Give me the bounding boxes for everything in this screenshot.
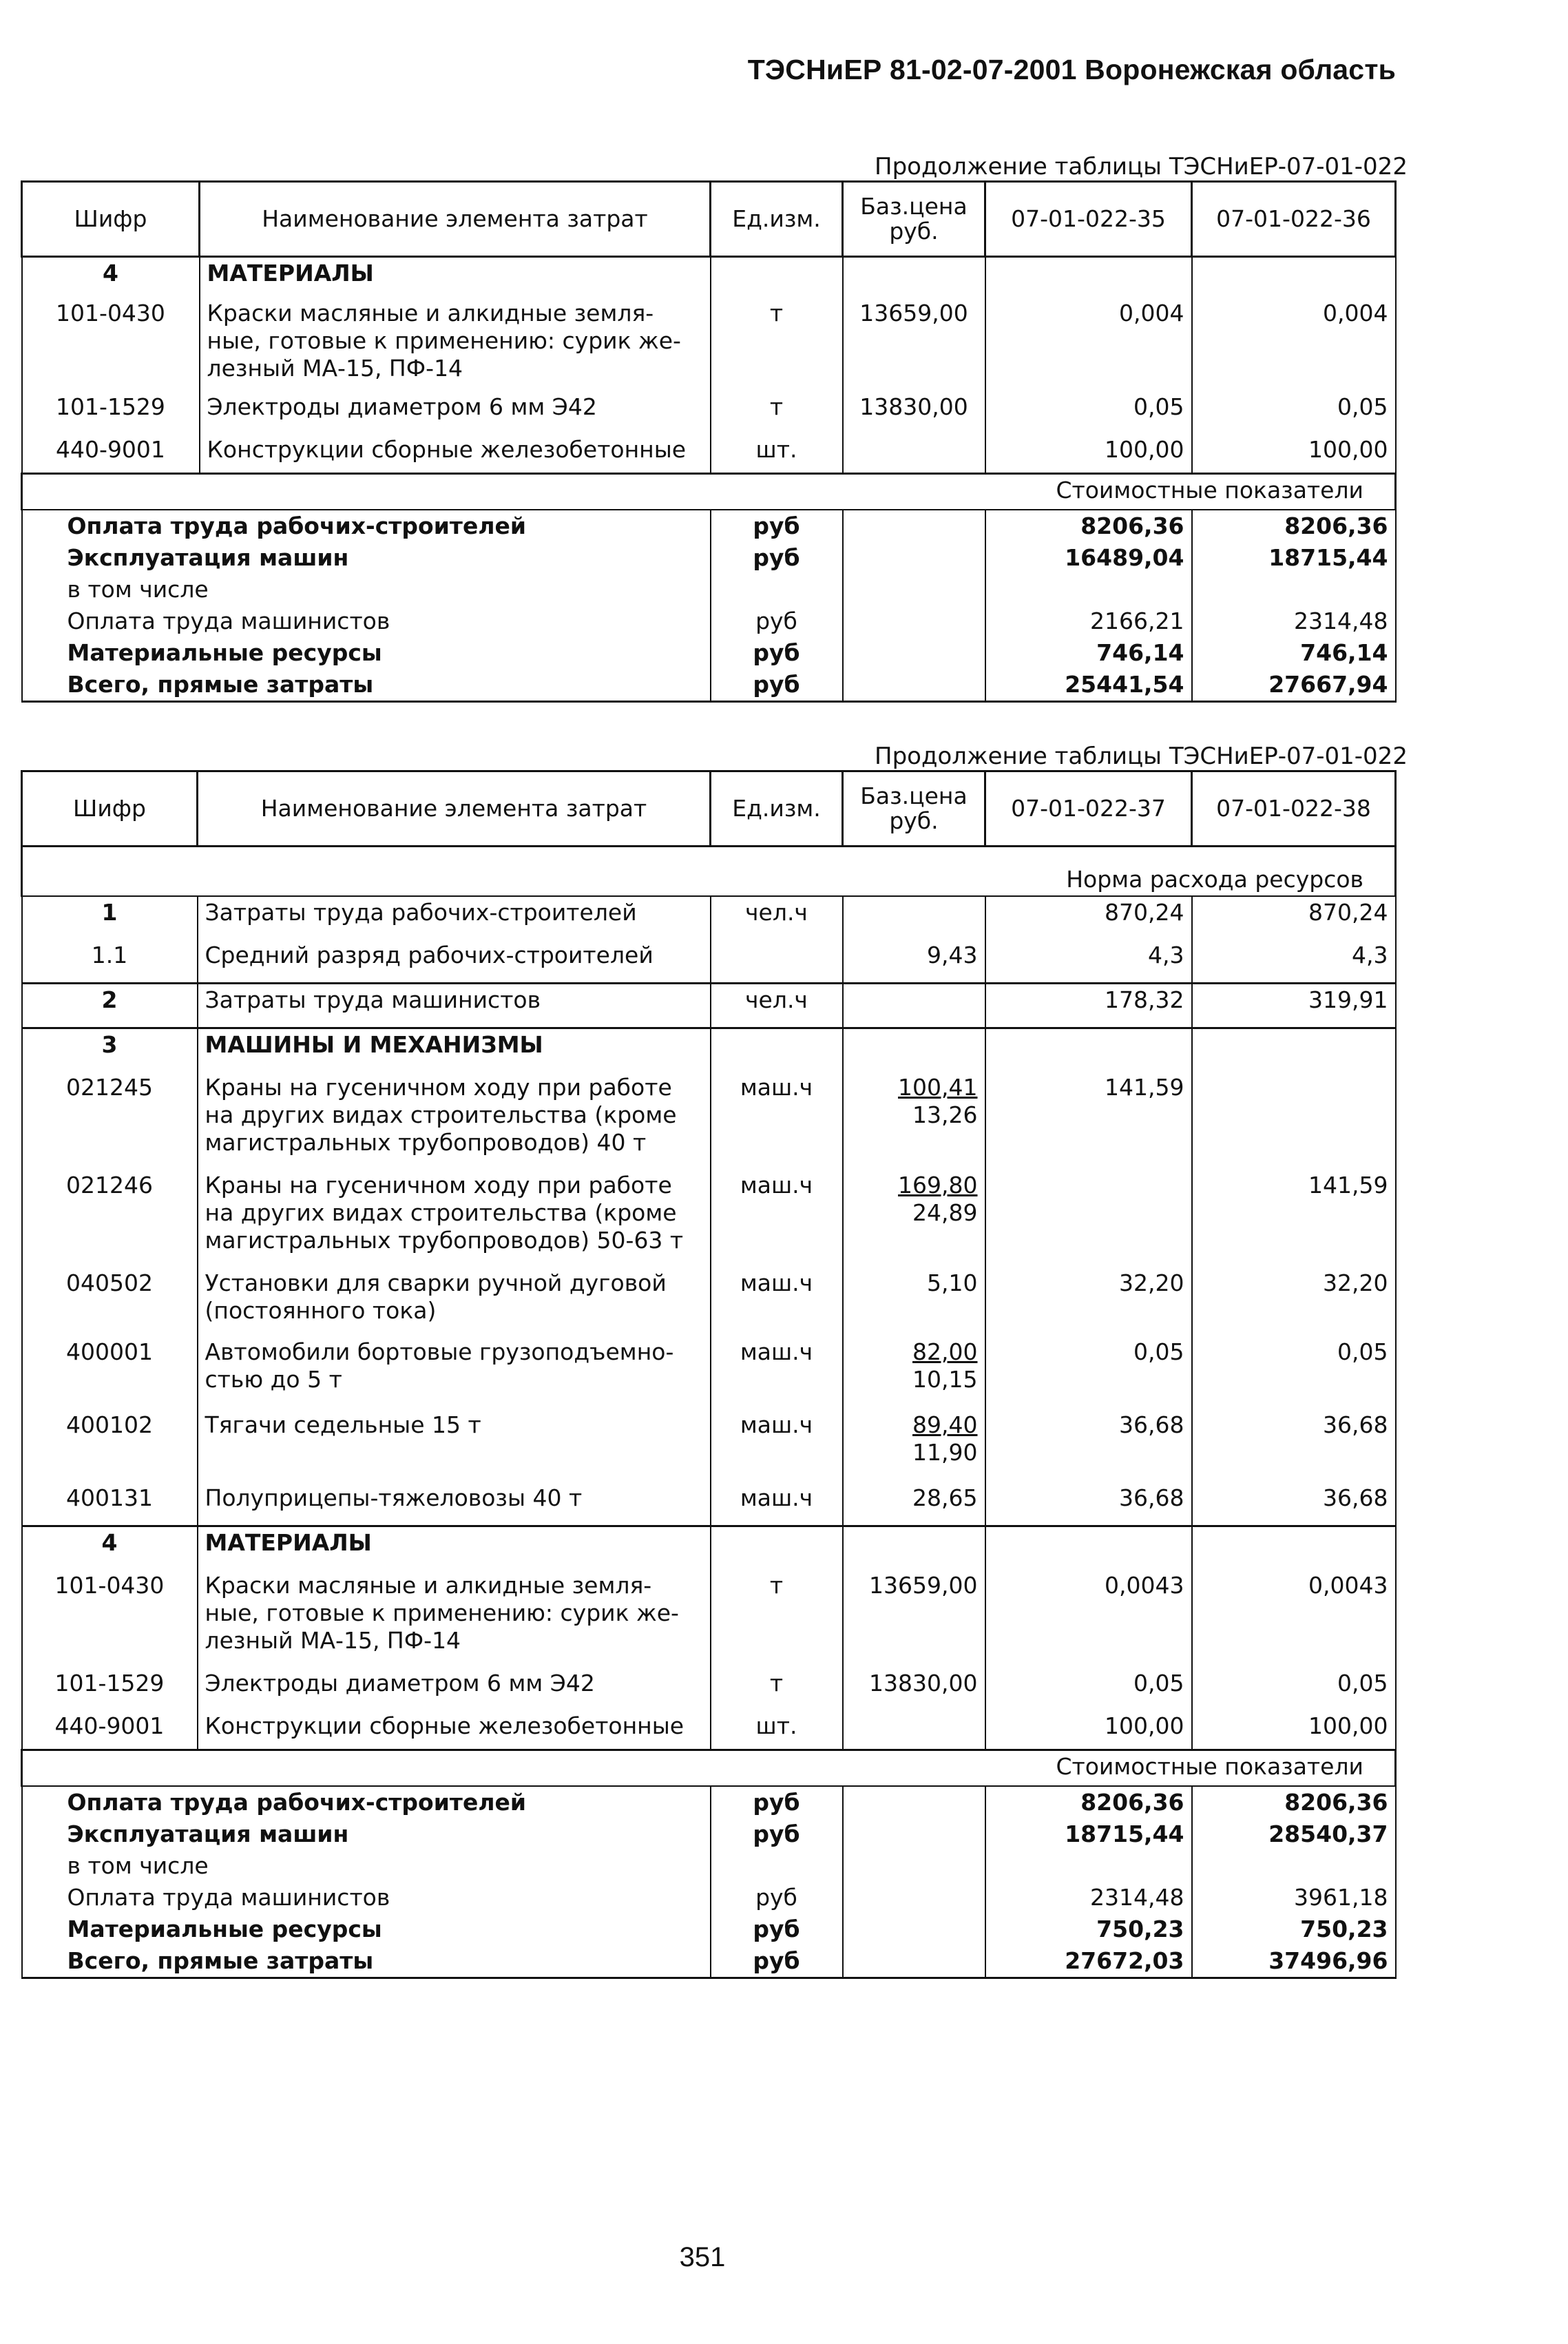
- row-value-b: 4,3: [1192, 940, 1396, 984]
- row-unit: маш.ч: [711, 1267, 843, 1336]
- table1-caption: Продолжение таблицы ТЭСНиЕР-07-01-022: [875, 153, 1408, 180]
- cost-row: [22, 637, 1396, 669]
- row-value-b: 0,05: [1192, 391, 1396, 434]
- cost-name: Оплата труда рабочих-строителей: [22, 1786, 711, 1818]
- row-value-b: 36,68: [1192, 1409, 1396, 1482]
- row-value-a: 32,20: [985, 1267, 1192, 1336]
- row-value-b: 36,68: [1192, 1482, 1396, 1526]
- section-title: МАТЕРИАЛЫ: [198, 1526, 711, 1570]
- table-row: [22, 940, 1396, 984]
- col-name-header: Наименование элемента затрат: [200, 182, 711, 257]
- cost-value-a: 8206,36: [985, 1786, 1192, 1818]
- cost-band-label: Стоимостные показатели: [22, 474, 1396, 510]
- row-value-a: 0,05: [985, 391, 1192, 434]
- row-name: Краски масляные и алкидные земля-ные, готовые к применению: сурик же-лезный МА-15, ПФ-14: [198, 1570, 711, 1668]
- row-price: [843, 1710, 985, 1750]
- row-name: Затраты труда рабочих-строителей: [198, 896, 711, 940]
- row-code: 400131: [22, 1482, 198, 1526]
- row-unit: чел.ч: [711, 984, 843, 1028]
- row-value-a: 0,0043: [985, 1570, 1192, 1668]
- cost-unit: [711, 1850, 843, 1882]
- cost-unit: руб: [711, 669, 843, 702]
- row-price: 13659,00: [843, 1570, 985, 1668]
- table-row: [22, 391, 1396, 434]
- row-value-a: 4,3: [985, 940, 1192, 984]
- price-top: 169,80: [898, 1172, 978, 1199]
- page-title: ТЭСНиЕР 81-02-07-2001 Воронежская область: [747, 54, 1396, 85]
- cost-name: Оплата труда машинистов: [22, 1882, 711, 1913]
- table-row: [22, 1668, 1396, 1710]
- col-b-header: 07-01-022-36: [1192, 182, 1396, 257]
- cost-name: Всего, прямые затраты: [22, 669, 711, 702]
- row-value-b: [1192, 1072, 1396, 1170]
- price-top: 89,40: [912, 1411, 978, 1438]
- row-value-b: 0,0043: [1192, 1570, 1396, 1668]
- row-name: Конструкции сборные железобетонные: [200, 434, 711, 474]
- row-name: Тягачи седельные 15 т: [198, 1409, 711, 1482]
- row-value-b: 870,24: [1192, 896, 1396, 940]
- norm-band-label: Норма расхода ресурсов: [22, 847, 1396, 897]
- row-unit: чел.ч: [711, 896, 843, 940]
- section-num: 4: [22, 257, 200, 298]
- row-code: 101-1529: [22, 1668, 198, 1710]
- row-value-b: 0,05: [1192, 1336, 1396, 1409]
- table1-header-row: [22, 182, 1396, 257]
- section-header: [22, 257, 1396, 298]
- row-code: 440-9001: [22, 1710, 198, 1750]
- table2-header-row: [22, 771, 1396, 847]
- cost-value-b: 8206,36: [1192, 510, 1396, 542]
- col-unit-header: Ед.изм.: [711, 771, 843, 847]
- cost-value-b: [1192, 574, 1396, 605]
- table-row: [22, 984, 1396, 1028]
- cost-name: Эксплуатация машин: [22, 1818, 711, 1850]
- row-name: Затраты труда машинистов: [198, 984, 711, 1028]
- row-unit: т: [711, 391, 843, 434]
- col-code-header: Шифр: [22, 182, 200, 257]
- row-value-a: 141,59: [985, 1072, 1192, 1170]
- cost-unit: [711, 574, 843, 605]
- row-value-b: 100,00: [1192, 1710, 1396, 1750]
- row-code: 2: [22, 984, 198, 1028]
- table-row: [22, 298, 1396, 391]
- row-unit: шт.: [711, 1710, 843, 1750]
- row-code: 040502: [22, 1267, 198, 1336]
- row-price: 28,65: [843, 1482, 985, 1526]
- row-price: 13830,00: [843, 1668, 985, 1710]
- table-row: [22, 1267, 1396, 1336]
- cost-row: [22, 574, 1396, 605]
- row-price: 5,10: [843, 1267, 985, 1336]
- row-value-a: 0,05: [985, 1668, 1192, 1710]
- row-code: 1.1: [22, 940, 198, 984]
- cost-unit: руб: [711, 510, 843, 542]
- row-value-b: 32,20: [1192, 1267, 1396, 1336]
- row-price: [843, 434, 985, 474]
- row-code: 021245: [22, 1072, 198, 1170]
- norm-band-row: [22, 847, 1396, 897]
- row-name: Электроды диаметром 6 мм Э42: [198, 1668, 711, 1710]
- row-name: Конструкции сборные железобетонные: [198, 1710, 711, 1750]
- row-value-a: 36,68: [985, 1409, 1192, 1482]
- row-name: Полуприцепы-тяжеловозы 40 т: [198, 1482, 711, 1526]
- table-row: [22, 1336, 1396, 1409]
- cost-unit: руб: [711, 1786, 843, 1818]
- cost-row: [22, 1945, 1396, 1978]
- row-price: 13659,00: [843, 298, 985, 391]
- cost-band-row: [22, 474, 1396, 510]
- cost-row: [22, 669, 1396, 702]
- table-row: [22, 896, 1396, 940]
- cost-value-a: 746,14: [985, 637, 1192, 669]
- cost-value-b: 3961,18: [1192, 1882, 1396, 1913]
- row-unit: т: [711, 1668, 843, 1710]
- cost-value-a: 16489,04: [985, 542, 1192, 574]
- row-code: 021246: [22, 1170, 198, 1267]
- col-price-header: Баз.цена руб.: [843, 771, 985, 847]
- cost-value-a: 750,23: [985, 1913, 1192, 1945]
- row-value-a: [985, 1170, 1192, 1267]
- cost-value-a: 18715,44: [985, 1818, 1192, 1850]
- col-name-header: Наименование элемента затрат: [198, 771, 711, 847]
- row-code: 1: [22, 896, 198, 940]
- row-value-a: 100,00: [985, 434, 1192, 474]
- row-value-a: 870,24: [985, 896, 1192, 940]
- cost-name: Материальные ресурсы: [22, 1913, 711, 1945]
- table-row: [22, 434, 1396, 474]
- cost-row: [22, 1786, 1396, 1818]
- row-unit: т: [711, 1570, 843, 1668]
- col-code-header: Шифр: [22, 771, 198, 847]
- cost-band-label: Стоимостные показатели: [22, 1750, 1396, 1787]
- row-value-b: 0,004: [1192, 298, 1396, 391]
- row-unit: маш.ч: [711, 1072, 843, 1170]
- row-value-a: 0,004: [985, 298, 1192, 391]
- row-name: Краны на гусеничном ходу при работе на других видах строительства (кроме магистральных трубопроводов) 40 т: [198, 1072, 711, 1170]
- table2: [21, 770, 1397, 1979]
- cost-name: в том числе: [22, 1850, 711, 1882]
- cost-unit: руб: [711, 1913, 843, 1945]
- cost-row: [22, 542, 1396, 574]
- row-value-b: 100,00: [1192, 434, 1396, 474]
- cost-value-a: 27672,03: [985, 1945, 1192, 1978]
- cost-unit: руб: [711, 1882, 843, 1913]
- cost-row: [22, 1913, 1396, 1945]
- cost-name: Всего, прямые затраты: [22, 1945, 711, 1978]
- page-number: 351: [679, 2242, 726, 2272]
- row-unit: маш.ч: [711, 1409, 843, 1482]
- section-num: 4: [22, 1526, 198, 1570]
- cost-value-b: 8206,36: [1192, 1786, 1396, 1818]
- cost-value-a: 8206,36: [985, 510, 1192, 542]
- price-bottom: 24,89: [912, 1199, 978, 1226]
- row-value-b: 0,05: [1192, 1668, 1396, 1710]
- row-value-a: 178,32: [985, 984, 1192, 1028]
- cost-value-a: 2314,48: [985, 1882, 1192, 1913]
- cost-value-a: [985, 1850, 1192, 1882]
- section-header: [22, 1526, 1396, 1570]
- row-price: 9,43: [843, 940, 985, 984]
- col-b-header: 07-01-022-38: [1192, 771, 1396, 847]
- table-row: [22, 1482, 1396, 1526]
- row-unit: т: [711, 298, 843, 391]
- row-code: 101-1529: [22, 391, 200, 434]
- cost-row: [22, 1818, 1396, 1850]
- cost-row: [22, 510, 1396, 542]
- cost-value-b: 27667,94: [1192, 669, 1396, 702]
- table-row: [22, 1409, 1396, 1482]
- row-name: Установки для сварки ручной дуговой (постоянного тока): [198, 1267, 711, 1336]
- cost-row: [22, 605, 1396, 637]
- price-top: 100,41: [898, 1074, 978, 1101]
- row-name: Электроды диаметром 6 мм Э42: [200, 391, 711, 434]
- row-value-a: 36,68: [985, 1482, 1192, 1526]
- cost-value-a: 25441,54: [985, 669, 1192, 702]
- row-code: 101-0430: [22, 298, 200, 391]
- cost-unit: руб: [711, 637, 843, 669]
- price-bottom: 11,90: [912, 1439, 978, 1466]
- cost-value-b: 18715,44: [1192, 542, 1396, 574]
- row-value-a: 100,00: [985, 1710, 1192, 1750]
- row-name: Средний разряд рабочих-строителей: [198, 940, 711, 984]
- row-code: 400102: [22, 1409, 198, 1482]
- section-header: [22, 1028, 1396, 1072]
- table2-caption: Продолжение таблицы ТЭСНиЕР-07-01-022: [875, 743, 1408, 770]
- cost-value-b: 746,14: [1192, 637, 1396, 669]
- row-name: Автомобили бортовые грузоподъемно-стью до 5 т: [198, 1336, 711, 1409]
- cost-value-b: 750,23: [1192, 1913, 1396, 1945]
- row-unit: маш.ч: [711, 1336, 843, 1409]
- cost-unit: руб: [711, 1818, 843, 1850]
- cost-value-b: [1192, 1850, 1396, 1882]
- price-top: 82,00: [912, 1338, 978, 1365]
- row-unit: маш.ч: [711, 1170, 843, 1267]
- cost-value-a: 2166,21: [985, 605, 1192, 637]
- section-title: МАШИНЫ И МЕХАНИЗМЫ: [198, 1028, 711, 1072]
- section-num: 3: [22, 1028, 198, 1072]
- cost-value-b: 28540,37: [1192, 1818, 1396, 1850]
- row-code: 400001: [22, 1336, 198, 1409]
- cost-name: Эксплуатация машин: [22, 542, 711, 574]
- cost-value-b: 2314,48: [1192, 605, 1396, 637]
- row-code: 440-9001: [22, 434, 200, 474]
- row-value-b: 319,91: [1192, 984, 1396, 1028]
- cost-name: Оплата труда рабочих-строителей: [22, 510, 711, 542]
- row-unit: шт.: [711, 434, 843, 474]
- table-row: [22, 1072, 1396, 1170]
- cost-name: Материальные ресурсы: [22, 637, 711, 669]
- cost-band-row: [22, 1750, 1396, 1787]
- section-title: МАТЕРИАЛЫ: [200, 257, 711, 298]
- row-value-a: 0,05: [985, 1336, 1192, 1409]
- table1: [21, 180, 1397, 703]
- cost-value-a: [985, 574, 1192, 605]
- cost-unit: руб: [711, 542, 843, 574]
- table-row: [22, 1170, 1396, 1267]
- cost-name: Оплата труда машинистов: [22, 605, 711, 637]
- col-unit-header: Ед.изм.: [711, 182, 843, 257]
- row-name: Краски масляные и алкидные земля-ные, готовые к применению: сурик же-лезный МА-15, ПФ-14: [200, 298, 711, 391]
- cost-row: [22, 1850, 1396, 1882]
- row-price: [843, 896, 985, 940]
- row-unit: [711, 940, 843, 984]
- col-a-header: 07-01-022-35: [985, 182, 1192, 257]
- cost-name: в том числе: [22, 574, 711, 605]
- col-a-header: 07-01-022-37: [985, 771, 1192, 847]
- table-row: [22, 1570, 1396, 1668]
- row-value-b: 141,59: [1192, 1170, 1396, 1267]
- row-name: Краны на гусеничном ходу при работе на других видах строительства (кроме магистральных трубопроводов) 50-63 т: [198, 1170, 711, 1267]
- row-price: 13830,00: [843, 391, 985, 434]
- row-code: 101-0430: [22, 1570, 198, 1668]
- cost-unit: руб: [711, 605, 843, 637]
- price-bottom: 10,15: [912, 1366, 978, 1393]
- row-unit: маш.ч: [711, 1482, 843, 1526]
- cost-value-b: 37496,96: [1192, 1945, 1396, 1978]
- price-bottom: 13,26: [912, 1101, 978, 1128]
- cost-row: [22, 1882, 1396, 1913]
- table-row: [22, 1710, 1396, 1750]
- col-price-header: Баз.цена руб.: [843, 182, 985, 257]
- cost-unit: руб: [711, 1945, 843, 1978]
